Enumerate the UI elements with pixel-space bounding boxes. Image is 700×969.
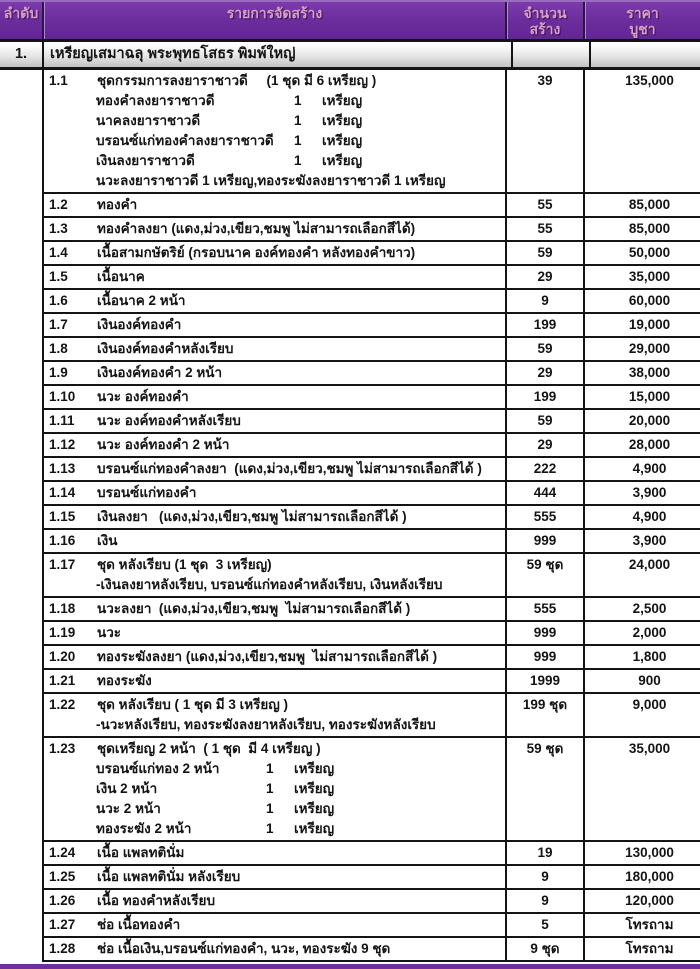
- sub-item-unit: เหรียญ: [294, 781, 335, 796]
- item-main-line: [44, 915, 503, 935]
- row-number: 1.6: [49, 293, 68, 308]
- header-col-order: [0, 2, 42, 39]
- item-label: ทองคำ: [97, 197, 138, 212]
- price-value: 28,000: [583, 434, 700, 456]
- quantity-value: 999: [505, 530, 583, 552]
- item-main-line: [44, 599, 503, 619]
- section-title: เหรียญเสมาฉลุ พระพุทธโสธร พิมพ์ใหญ่: [42, 42, 511, 67]
- item-main-line: [44, 891, 503, 911]
- table-row: [44, 410, 700, 434]
- sub-item-line: [96, 759, 503, 779]
- section-price-cell: [589, 42, 700, 67]
- sub-item-unit: เหรียญ: [322, 153, 363, 168]
- price-value: 60,000: [583, 290, 700, 312]
- sub-item-count: 1: [266, 781, 274, 796]
- item-label: เงินลงยา (แดง,ม่วง,เขียว,ชมพู ไม่สามารถเลือกสีได้ ): [97, 509, 407, 524]
- sub-item-count: 1: [294, 113, 302, 128]
- price-value: 900: [583, 670, 700, 692]
- price-value: 4,900: [583, 506, 700, 528]
- table-row: [44, 866, 700, 890]
- sub-item-block: [44, 91, 503, 191]
- item-main-line: [44, 671, 503, 691]
- sub-item-line: [96, 111, 503, 131]
- item-main-line: [44, 459, 503, 479]
- item-cell: [44, 670, 505, 692]
- item-cell: [44, 694, 505, 736]
- item-label: ชุดเหรียญ 2 หน้า ( 1 ชุด มี 4 เหรียญ ): [97, 741, 321, 756]
- row-number: 1.23: [49, 741, 76, 756]
- price-value: 3,900: [583, 482, 700, 504]
- table-row: [44, 842, 700, 866]
- sub-item-line: [96, 715, 503, 735]
- quantity-value: 199: [505, 386, 583, 408]
- price-value: 20,000: [583, 410, 700, 432]
- row-number: 1.26: [49, 893, 76, 908]
- row-number: 1.16: [49, 533, 76, 548]
- item-label: นวะ องค์ทองคำ: [97, 389, 189, 404]
- quantity-value: 39: [505, 70, 583, 192]
- sub-item-unit: เหรียญ: [294, 821, 335, 836]
- row-number: 1.1: [49, 73, 68, 88]
- sub-item-count: 1: [294, 93, 302, 108]
- quantity-value: 9 ชุด: [505, 938, 583, 960]
- price-value: 3,900: [583, 530, 700, 552]
- row-number: 1.4: [49, 245, 68, 260]
- item-main-line: [44, 867, 503, 887]
- item-cell: [44, 506, 505, 528]
- item-cell: [44, 434, 505, 456]
- header-price-line2: บูชา: [629, 21, 656, 37]
- sub-item-unit: เหรียญ: [322, 113, 363, 128]
- price-value: 130,000: [583, 842, 700, 864]
- sub-item-unit: เหรียญ: [294, 761, 335, 776]
- row-number: 1.9: [49, 365, 68, 380]
- sub-item-name: บรอนซ์แก่ทอง 2 หน้า: [96, 761, 220, 776]
- quantity-value: 59 ชุด: [505, 738, 583, 840]
- row-number: 1.11: [49, 413, 75, 428]
- item-label: ชุดกรรมการลงยาราชาวดี (1 ชุด มี 6 เหรียญ ): [97, 73, 377, 88]
- quantity-value: 1999: [505, 670, 583, 692]
- price-value: 38,000: [583, 362, 700, 384]
- item-label: เงินองค์ทองคำ: [97, 317, 182, 332]
- table-row: [44, 598, 700, 622]
- header-quantity-line1: จำนวน: [523, 5, 567, 21]
- item-cell: [44, 646, 505, 668]
- sub-item-name: นาคลงยาราชาวดี: [96, 113, 201, 128]
- table-row: [44, 694, 700, 738]
- item-label: ช่อ เนื้อทองคำ: [97, 917, 181, 932]
- row-number: 1.22: [49, 697, 76, 712]
- row-number: 1.18: [49, 601, 76, 616]
- quantity-value: 555: [505, 598, 583, 620]
- table-row: [44, 314, 700, 338]
- item-main-line: [44, 219, 503, 239]
- header-col-quantity: [505, 2, 583, 39]
- price-value: 2,000: [583, 622, 700, 644]
- row-number: 1.28: [49, 941, 76, 956]
- price-value: 4,900: [583, 458, 700, 480]
- quantity-value: 59: [505, 242, 583, 264]
- item-label: บรอนซ์แก่ทองคำลงยา (แดง,ม่วง,เขียว,ชมพู ไม่สามารถเลือกสีได้ ): [97, 461, 482, 476]
- sub-item-line: [96, 131, 503, 151]
- row-number: 1.2: [49, 197, 68, 212]
- quantity-value: 9: [505, 866, 583, 888]
- item-cell: [44, 290, 505, 312]
- price-value: 2,500: [583, 598, 700, 620]
- item-label: เนื้อสามกษัตริย์ (กรอบนาค องค์ทองคำ หลังทองคำขาว): [97, 245, 416, 260]
- quantity-value: 222: [505, 458, 583, 480]
- quantity-value: 5: [505, 914, 583, 936]
- item-cell: [44, 362, 505, 384]
- item-label: ชุด หลังเรียบ (1 ชุด 3 เหรียญ): [97, 557, 272, 572]
- sub-item-line: [96, 779, 503, 799]
- section-number: 1.: [14, 46, 28, 62]
- item-cell: [44, 314, 505, 336]
- item-label: ทองระฆัง: [97, 673, 152, 688]
- row-number: 1.14: [49, 485, 76, 500]
- item-main-line: [44, 243, 503, 263]
- row-number: 1.25: [49, 869, 76, 884]
- item-main-line: [44, 531, 503, 551]
- quantity-value: 999: [505, 646, 583, 668]
- sub-item-line: [96, 151, 503, 171]
- sub-item-name: บรอนซ์แก่ทองคำลงยาราชาวดี: [96, 133, 274, 148]
- sub-item-name: นวะ 2 หน้า: [96, 801, 161, 816]
- quantity-value: 55: [505, 218, 583, 240]
- price-value: 1,800: [583, 646, 700, 668]
- sub-item-line: [96, 91, 503, 111]
- price-value: 180,000: [583, 866, 700, 888]
- item-main-line: [44, 555, 503, 575]
- sub-item-line: [96, 799, 503, 819]
- item-main-line: [44, 339, 503, 359]
- header-col-item-label: รายการจัดสร้าง: [226, 5, 323, 21]
- item-cell: [44, 458, 505, 480]
- table-row: [44, 482, 700, 506]
- item-cell: [44, 482, 505, 504]
- header-price-line1: ราคา: [626, 5, 659, 21]
- table-row: [44, 458, 700, 482]
- item-main-line: [44, 623, 503, 643]
- table-row: [44, 530, 700, 554]
- item-main-line: [44, 507, 503, 527]
- quantity-value: 29: [505, 362, 583, 384]
- sub-item-text: -เงินลงยาหลังเรียบ, บรอนซ์แก่ทองคำหลังเรียบ, เงินหลังเรียบ: [96, 577, 443, 592]
- section-row: [0, 42, 700, 70]
- header-col-order-label: ลำดับ: [3, 5, 39, 21]
- item-cell: [44, 866, 505, 888]
- table-row: [44, 554, 700, 598]
- table-row: [44, 218, 700, 242]
- sub-item-block: [44, 759, 503, 839]
- item-label: นวะ องค์ทองคำ 2 หน้า: [97, 437, 230, 452]
- item-label: เนื้อ แพลทตินั่ม: [97, 845, 185, 860]
- quantity-value: 999: [505, 622, 583, 644]
- sub-item-count: 1: [266, 821, 274, 836]
- row-number: 1.24: [49, 845, 76, 860]
- table-row: [44, 506, 700, 530]
- price-value: 85,000: [583, 218, 700, 240]
- item-main-line: [44, 387, 503, 407]
- row-number: 1.7: [49, 317, 68, 332]
- table-row: [44, 914, 700, 938]
- item-main-line: [44, 71, 503, 91]
- row-number: 1.10: [49, 389, 76, 404]
- quantity-value: 19: [505, 842, 583, 864]
- sub-item-name: เงินลงยาราชาวดี: [96, 153, 195, 168]
- item-label: เงินองค์ทองคำหลังเรียบ: [97, 341, 234, 356]
- item-label: ช่อ เนื้อเงิน,บรอนซ์แก่ทองคำ, นวะ, ทองระฆัง 9 ชุด: [97, 941, 391, 956]
- item-label: เนื้อ แพลทตินั่ม หลังเรียบ: [97, 869, 241, 884]
- quantity-value: 555: [505, 506, 583, 528]
- quantity-value: 29: [505, 266, 583, 288]
- item-main-line: [44, 267, 503, 287]
- item-cell: [44, 890, 505, 912]
- sub-item-name: เงิน 2 หน้า: [96, 781, 158, 796]
- table-row: [44, 646, 700, 670]
- item-label: เงินองค์ทองคำ 2 หน้า: [97, 365, 223, 380]
- price-value: 135,000: [583, 70, 700, 192]
- item-cell: [44, 598, 505, 620]
- item-cell: [44, 218, 505, 240]
- table-row: [44, 362, 700, 386]
- item-cell: [44, 338, 505, 360]
- table-row: [44, 434, 700, 458]
- item-cell: [44, 738, 505, 840]
- item-main-line: [44, 939, 503, 959]
- table-row: [44, 738, 700, 842]
- sub-item-line: [96, 819, 503, 839]
- item-label: เนื้อนาค: [97, 269, 145, 284]
- table-row: [44, 242, 700, 266]
- item-cell: [44, 242, 505, 264]
- item-cell: [44, 622, 505, 644]
- item-cell: [44, 410, 505, 432]
- item-label: บรอนซ์แก่ทองคำ: [97, 485, 197, 500]
- price-value: 50,000: [583, 242, 700, 264]
- item-cell: [44, 266, 505, 288]
- sub-item-unit: เหรียญ: [322, 133, 363, 148]
- item-label: ทองระฆังลงยา (แดง,ม่วง,เขียว,ชมพู ไม่สามารถเลือกสีได้ ): [97, 649, 438, 664]
- price-value: 120,000: [583, 890, 700, 912]
- item-label: นวะ: [97, 625, 122, 640]
- quantity-value: 199: [505, 314, 583, 336]
- sub-item-name: ทองระฆัง 2 หน้า: [96, 821, 192, 836]
- item-label: นวะ องค์ทองคำหลังเรียบ: [97, 413, 241, 428]
- row-number: 1.15: [49, 509, 76, 524]
- row-number: 1.13: [49, 461, 76, 476]
- sub-item-text: -นวะหลังเรียบ, ทองระฆังลงยาหลังเรียบ, ทองระฆังหลังเรียบ: [96, 717, 436, 732]
- item-label: เนื้อนาค 2 หน้า: [97, 293, 186, 308]
- sub-item-block: [44, 715, 503, 735]
- sub-item-line: [96, 171, 503, 191]
- table-row: [44, 386, 700, 410]
- item-cell: [44, 194, 505, 216]
- header-col-price: [583, 2, 700, 39]
- item-main-line: [44, 291, 503, 311]
- quantity-value: 59: [505, 338, 583, 360]
- row-number: 1.20: [49, 649, 76, 664]
- table-header-row: [0, 0, 700, 42]
- item-main-line: [44, 843, 503, 863]
- table-row: [44, 938, 700, 962]
- item-main-line: [44, 195, 503, 215]
- row-number: 1.12: [49, 437, 76, 452]
- item-cell: [44, 70, 505, 192]
- price-value: 35,000: [583, 266, 700, 288]
- row-number: 1.8: [49, 341, 68, 356]
- section-quantity-cell: [511, 42, 589, 67]
- item-main-line: [44, 483, 503, 503]
- table-body: [42, 70, 700, 962]
- table-row: [44, 338, 700, 362]
- bottom-accent-bar: [0, 964, 700, 969]
- table-row: [44, 70, 700, 194]
- table-row: [44, 890, 700, 914]
- item-main-line: [44, 647, 503, 667]
- item-main-line: [44, 411, 503, 431]
- item-cell: [44, 530, 505, 552]
- price-value: 19,000: [583, 314, 700, 336]
- row-number: 1.21: [49, 673, 76, 688]
- item-main-line: [44, 363, 503, 383]
- table-row: [44, 266, 700, 290]
- sub-item-block: [44, 575, 503, 595]
- table-row: [44, 622, 700, 646]
- price-value: 24,000: [583, 554, 700, 596]
- row-number: 1.19: [49, 625, 76, 640]
- item-label: เงิน: [97, 533, 118, 548]
- sub-item-count: 1: [294, 153, 302, 168]
- sub-item-count: 1: [266, 801, 274, 816]
- sub-item-count: 1: [266, 761, 274, 776]
- table-row: [44, 670, 700, 694]
- quantity-value: 444: [505, 482, 583, 504]
- quantity-value: 59: [505, 410, 583, 432]
- sub-item-unit: เหรียญ: [322, 93, 363, 108]
- price-value: 29,000: [583, 338, 700, 360]
- item-label: นวะลงยา (แดง,ม่วง,เขียว,ชมพู ไม่สามารถเลือกสีได้ ): [97, 601, 411, 616]
- table-row: [44, 290, 700, 314]
- header-quantity-line2: สร้าง: [529, 21, 561, 37]
- item-label: เนื้อ ทองคำหลังเรียบ: [97, 893, 216, 908]
- price-value: 15,000: [583, 386, 700, 408]
- sub-item-line: [96, 575, 503, 595]
- quantity-value: 199 ชุด: [505, 694, 583, 736]
- sub-item-name: ทองคำลงยาราชาวดี: [96, 93, 215, 108]
- header-col-item: [42, 2, 505, 39]
- item-cell: [44, 938, 505, 960]
- item-main-line: [44, 315, 503, 335]
- row-number: 1.27: [49, 917, 76, 932]
- price-value: โทรถาม: [583, 914, 700, 936]
- price-value: 35,000: [583, 738, 700, 840]
- quantity-value: 29: [505, 434, 583, 456]
- item-cell: [44, 914, 505, 936]
- quantity-value: 9: [505, 290, 583, 312]
- item-cell: [44, 386, 505, 408]
- item-cell: [44, 554, 505, 596]
- item-label: ทองคำลงยา (แดง,ม่วง,เขียว,ชมพู ไม่สามารถเลือกสีได้): [97, 221, 416, 236]
- quantity-value: 9: [505, 890, 583, 912]
- price-value: โทรถาม: [583, 938, 700, 960]
- price-value: 85,000: [583, 194, 700, 216]
- sub-item-unit: เหรียญ: [294, 801, 335, 816]
- sub-item-text: นวะลงยาราชาวดี 1 เหรียญ,ทองระฆังลงยาราชาวดี 1 เหรียญ: [96, 173, 446, 188]
- quantity-value: 59 ชุด: [505, 554, 583, 596]
- row-number: 1.3: [49, 221, 68, 236]
- item-cell: [44, 842, 505, 864]
- row-number: 1.17: [49, 557, 76, 572]
- item-label: ชุด หลังเรียบ ( 1 ชุด มี 3 เหรียญ ): [97, 697, 289, 712]
- table-row: [44, 194, 700, 218]
- item-main-line: [44, 739, 503, 759]
- sub-item-count: 1: [294, 133, 302, 148]
- item-main-line: [44, 695, 503, 715]
- price-value: 9,000: [583, 694, 700, 736]
- row-number: 1.5: [49, 269, 68, 284]
- quantity-value: 55: [505, 194, 583, 216]
- item-main-line: [44, 435, 503, 455]
